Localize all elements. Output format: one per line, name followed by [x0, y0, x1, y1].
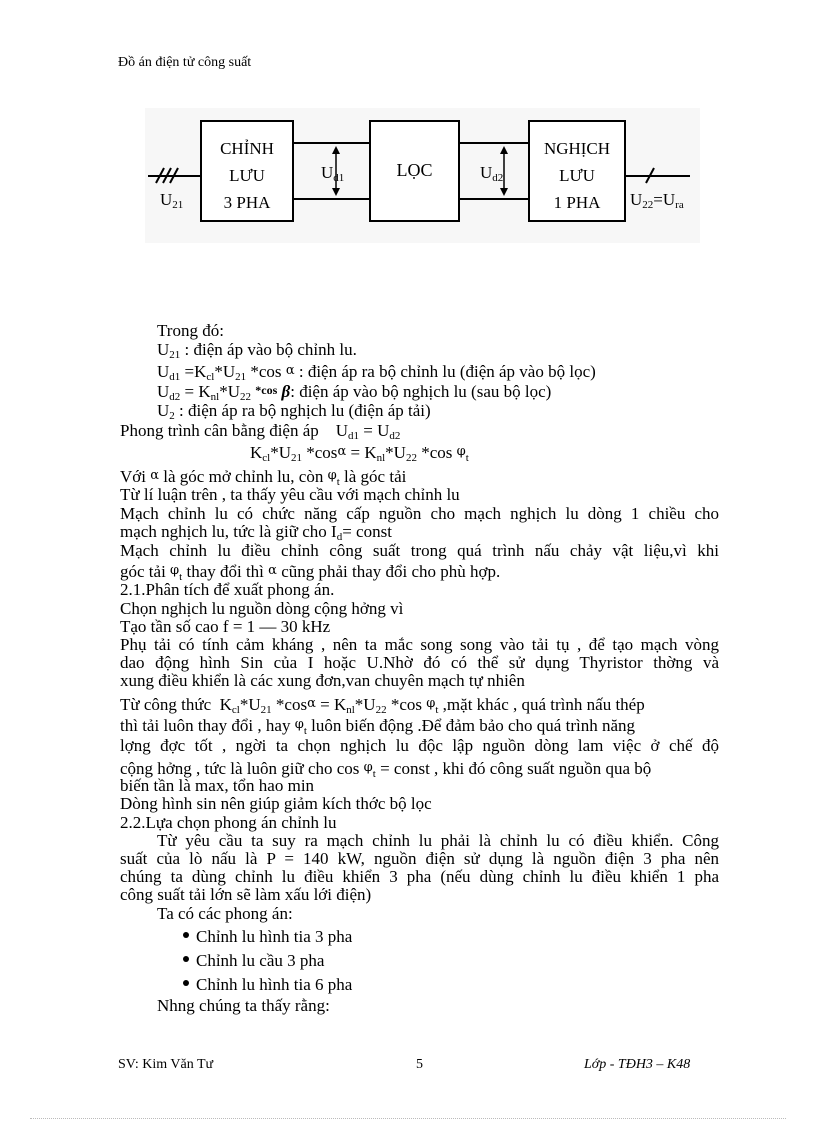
page-header: Đồ án điện tử công suất: [118, 55, 252, 70]
bullet-icon: [183, 980, 189, 986]
options-intro: Ta có các phong án:: [157, 904, 293, 923]
label-u21: $U_{21}$: [160, 190, 184, 211]
sine-line: Dòng hình sin nên giúp giảm kích thớc bộ lọc: [120, 794, 432, 813]
formula-line: Từ công thức $K_{cl}*U_{21}$ $*\cos\alpha = K_{nl}*U_{22}$ *cos $\varphi_t$ ,mặt khác , quá trình nấu thép: [120, 695, 645, 716]
para-5b: suất của lò nấu là P = 140 kW, nguồn điện sử dụng là nguồn điện 3 pha nên: [120, 849, 719, 868]
inverter-label: NGHỊCH LƯU 1 PHA: [543, 139, 611, 212]
label-ud2: $U_{d2}$: [480, 163, 504, 184]
filter-label: LỌC: [396, 160, 433, 180]
freq-line: Tạo tần số cao f = 1 — 30 kHz: [120, 617, 331, 636]
para-3: Phụ tải có tính cảm kháng , nên ta mắc song song vào tải tụ , để tạo mạch vòng: [120, 635, 719, 654]
option-item: Chỉnh lu hình tia 6 pha: [196, 975, 353, 994]
option-item: Chỉnh lu cầu 3 pha: [196, 951, 325, 970]
para-4a: thì tải luôn thay đổi , hay $\varphi_t$ luôn biến động .Để đảm bảo cho quá trình năng: [120, 716, 635, 737]
para-1b: mạch nghịch lu, tức là giữ cho $I_d=$ const: [120, 522, 392, 543]
page-number: 5: [416, 1057, 423, 1072]
def-u2: $U_2$ : điện áp ra bộ nghịch lu (điện áp tải): [157, 401, 431, 422]
page-bottom-rule: [30, 1118, 786, 1119]
para-3c: xung điều khiển là các xung đơn,van chuyên mạch tự nhiên: [120, 671, 525, 690]
para-4e: biến tần là max, tổn hao min: [120, 776, 315, 795]
label-u22-ura: $U_{22}=U_{ra}$: [630, 190, 684, 211]
def-u21: $U_{21}$ : điện áp vào bộ chỉnh lu.: [157, 340, 357, 361]
rectifier-label: CHỈNH LƯU 3 PHA: [220, 139, 274, 212]
para-3b: dao động hình Sin của I hoặc U.Nhờ đó có thể sử dụng Thyristor thờng và: [120, 653, 719, 672]
bullet-icon: [183, 932, 189, 938]
balance-line: Phong trình cân bằng điện áp $U_{d1} = U_{d2}$: [120, 421, 401, 442]
label-ud1: $U_{d1}$: [321, 163, 345, 184]
bullet-icon: [183, 956, 189, 962]
block-diagram: [0, 0, 816, 260]
para-5d: công suất tải lớn sẽ làm xấu lới điện): [120, 885, 372, 904]
para-4c: lợng đợc tốt , ngời ta chọn nghịch lu độc lập nguồn dòng lam việc ở chế độ: [120, 736, 719, 755]
para-4d: cộng hởng , tức là luôn giữ cho $\cos \varphi_t$ = const , khi đó công suất nguồn qua bộ: [120, 759, 652, 780]
para-5a: Từ yêu cầu ta suy ra mạch chỉnh lu phải là chỉnh lu có điều khiển. Công: [157, 831, 719, 850]
footer-student: SV: Kim Văn Tư: [118, 1057, 214, 1072]
theory-line: Từ lí luận trên , ta thấy yêu cầu với mạch chỉnh lu: [120, 485, 460, 504]
but-line: Nhng chúng ta thấy rằng:: [157, 996, 330, 1015]
section-2-1: 2.1.Phân tích để xuất phong án.: [120, 580, 335, 599]
option-item: Chỉnh lu hình tia 3 pha: [196, 927, 353, 946]
para-1: Mạch chỉnh lu có chức năng cấp nguồn cho mạch nghịch lu dòng 1 chiều cho: [120, 504, 719, 523]
where-heading: Trong đó:: [157, 321, 224, 340]
para-2b: góc tải $\varphi_t$ thay đổi thì α cũng phải thay đổi cho phù hợp.: [120, 562, 501, 583]
def-ud2: $U_{d2} = K_{nl}*U_{22}$ *cos β: điện áp vào bộ nghịch lu (sau bộ lọc): [157, 382, 552, 403]
para-2: Mạch chỉnh lu điều chỉnh công suất trong quá trình nấu chảy vật liệu,vì khi: [120, 541, 719, 560]
def-ud1: $U_{d1} =K_{cl}*U_{21}$ *cos α : điện áp ra bộ chỉnh lu (điện áp vào bộ lọc): [157, 362, 596, 383]
alpha-definition: Với α là góc mở chỉnh lu, còn $\varphi_t$ là góc tải: [120, 467, 407, 488]
balance-formula: $K_{cl}*U_{21}$ $*\cos\alpha = K_{nl}*U_{22}$ *cos $\varphi_t$: [250, 443, 469, 464]
choose-line: Chọn nghịch lu nguồn dòng cộng hởng vì: [120, 599, 404, 618]
footer-class: Lớp - TĐH3 – K48: [584, 1057, 691, 1072]
para-5c: chúng ta dùng chỉnh lu điều khiển 3 pha (nếu dùng chỉnh lu điều khiển 1 pha: [120, 867, 719, 886]
section-2-2: 2.2.Lựa chọn phong án chỉnh lu: [120, 813, 337, 832]
